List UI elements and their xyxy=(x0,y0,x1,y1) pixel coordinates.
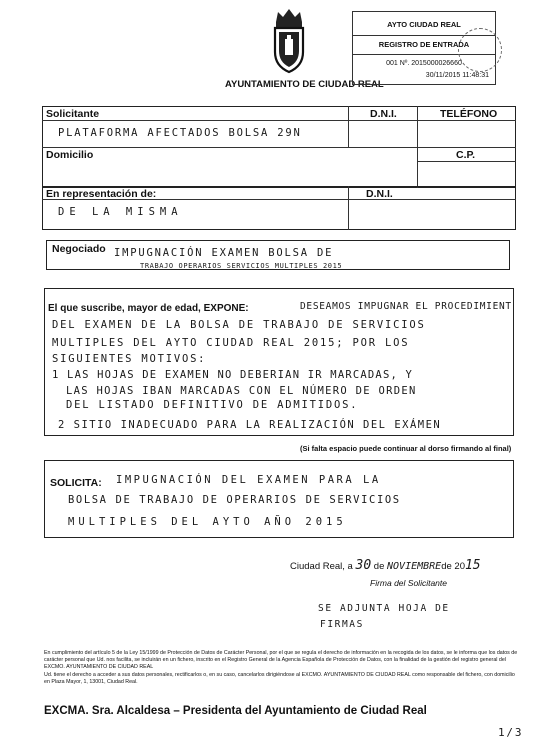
stamp-subtitle: REGISTRO DE ENTRADA xyxy=(378,40,470,49)
coat-of-arms-emblem xyxy=(268,6,310,76)
legal-paragraph-2: Ud. tiene el derecho a acceder a sus datos personales, rectificarlos o, en su caso, cancelarlos dirigiéndose al EXCMO. AYUNTAMIENTO DE CIUDAD REAL como responsable del fichero, con domicilio en Plaza Mayor, 1, 13001, Ciudad Real. xyxy=(44,672,515,685)
representacion-value: DE LA MISMA xyxy=(58,206,183,218)
solicita-label: SOLICITA: xyxy=(50,477,102,489)
attachment-line2: FIRMAS xyxy=(320,619,364,630)
expone-label: El que suscribe, mayor de edad, EXPONE: xyxy=(48,303,249,314)
expone-line2: DEL EXAMEN DE LA BOLSA DE TRABAJO DE SERVICIOS xyxy=(52,319,426,331)
addressee: EXCMA. Sra. Alcaldesa – Presidenta del Ayuntamiento de Ciudad Real xyxy=(44,705,427,717)
expone-line8: 2 SITIO INADECUADO PARA LA REALIZACIÓN DEL EXÁMEN xyxy=(58,419,442,431)
negociado-line2: TRABAJO OPERARIOS SERVICIOS MULTIPLES 2015 xyxy=(140,262,343,270)
domicilio-cp-label: C.P. xyxy=(456,149,476,161)
legal-paragraph-1: En cumplimiento del artículo 5 de la Ley 15/1999 de Protección de Datos de Carácter Personal, por el que se regula el derecho de información en la recogida de los datos, se le informa que los datos de carácter personal que Ud. nos facilita, se incluirán en un fichero, inscrito en el Registro General de la Agencia Española de Protección de Datos, con la finalidad de la gestión del registro general del EXCMO. AYUNTAMIENTO DE CIUDAD REAL xyxy=(44,650,518,670)
solicitante-value: PLATAFORMA AFECTADOS BOLSA 29N xyxy=(58,127,302,139)
expone-line5: 1 LAS HOJAS DE EXAMEN NO DEBERIAN IR MARCADAS, Y xyxy=(52,369,414,381)
signature-de1: de xyxy=(373,561,385,572)
stamp-datetime: 30/11/2015 11:48:31 xyxy=(425,72,489,79)
domicilio-label: Domicilio xyxy=(46,149,94,161)
solicitante-telefono-label: TELÉFONO xyxy=(440,108,498,120)
representacion-dni-label: D.N.I. xyxy=(366,188,393,200)
solicitante-dni-label: D.N.I. xyxy=(370,108,397,120)
expone-line3: MULTIPLES DEL AYTO CIUDAD REAL 2015; POR LOS xyxy=(52,337,410,349)
firma-label: Firma del Solicitante xyxy=(370,578,448,588)
signature-place: Ciudad Real, a xyxy=(290,561,353,572)
page-number: 1/3 xyxy=(498,726,524,739)
solicitante-label: Solicitante xyxy=(46,108,100,120)
expone-line4: SIGUIENTES MOTIVOS: xyxy=(52,353,207,365)
representacion-label: En representación de: xyxy=(46,188,157,200)
signature-date xyxy=(290,558,481,573)
signature-month: NOVIEMBRE xyxy=(387,561,442,572)
expone-line7: DEL LISTADO DEFINITIVO DE ADMITIDOS. xyxy=(66,399,359,411)
stamp-title: AYTO CIUDAD REAL xyxy=(387,20,461,29)
signature-day: 30 xyxy=(355,558,372,573)
expone-line1: DESEAMOS IMPUGNAR EL PROCEDIMIENT xyxy=(300,301,512,312)
solicita-line3: MULTIPLES DEL AYTO AÑO 2015 xyxy=(68,516,347,528)
negociado-line1: IMPUGNACIÓN EXAMEN BOLSA DE xyxy=(114,247,334,259)
solicita-line1: IMPUGNACIÓN DEL EXAMEN PARA LA xyxy=(116,474,381,486)
continue-note: (Si falta espacio puede continuar al dorso firmando al final) xyxy=(300,444,512,453)
expone-line6: LAS HOJAS IBAN MARCADAS CON EL NÚMERO DE ORDEN xyxy=(66,385,417,397)
negociado-label: Negociado xyxy=(52,243,106,255)
stamp-number: 001 Nº. 2015000026660 xyxy=(386,60,462,67)
signature-year: 15 xyxy=(464,558,481,573)
signature-de2: de 20 xyxy=(441,561,465,572)
solicita-line2: BOLSA DE TRABAJO DE OPERARIOS DE SERVICIOS xyxy=(68,494,401,506)
stamp-seal-circle xyxy=(458,28,502,72)
attachment-line1: SE ADJUNTA HOJA DE xyxy=(318,603,450,614)
institution-name: AYUNTAMIENTO DE CIUDAD REAL xyxy=(225,79,384,90)
